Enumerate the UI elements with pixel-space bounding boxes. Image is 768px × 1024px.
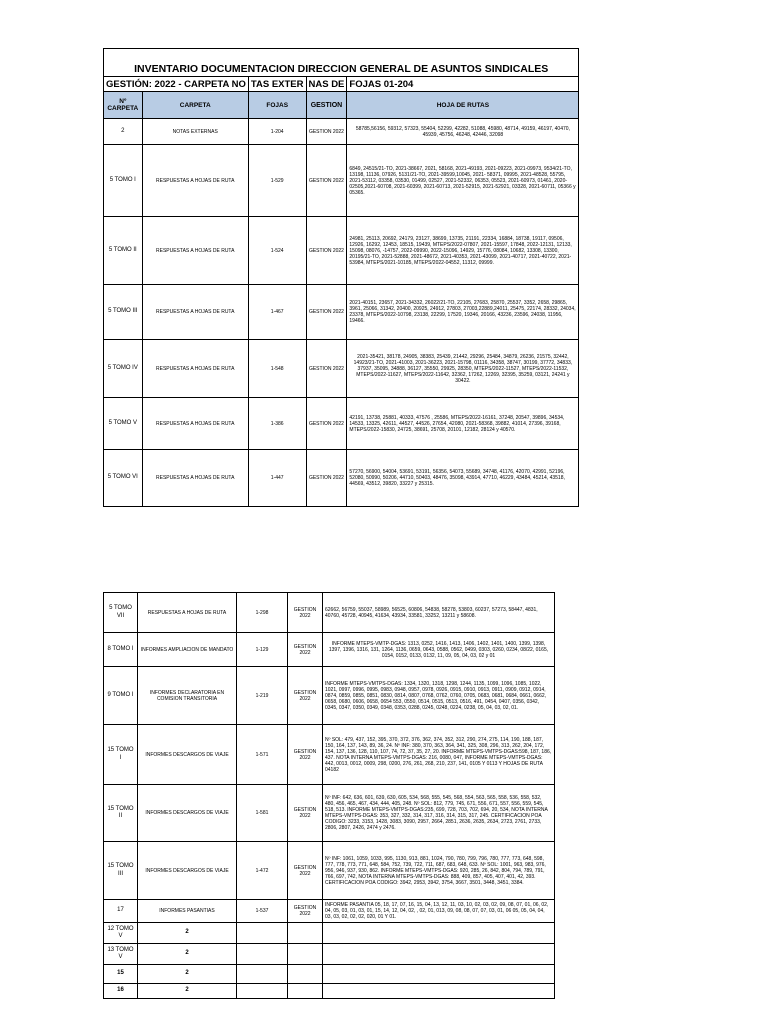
inventory-table-bottom <box>103 592 555 999</box>
carpeta-no-cell: 12 TOMO V <box>104 923 138 944</box>
table-row <box>104 145 579 217</box>
carpeta-cell: RESPUESTAS A HOJAS DE RUTA <box>138 593 237 633</box>
hoja-de-rutas-cell: INFORME PASANTIA 05, 18, 17, 07, 16, 15, 04, 13, 12, 11, 03, 10, 02, 03, 02, 09, 08, 07, 01, 06, 02, 04, 05, 03, 01, 03, 01, 15, 14, 12, 04, 02, , 02, 01, 013, 09, 08, 08, 07, 07, 03, 01, 06 05, 05, 04, 04, 03, 03, 02, 02, 02, 020, 01 Y 01. <box>323 900 555 923</box>
gestion-cell <box>288 923 323 944</box>
table-row <box>104 593 555 633</box>
gestion-cell: GESTION 2022 <box>306 285 347 340</box>
hoja-de-rutas-cell: 58785,56156, 59312, 57323, 55404, 52299, 42282, 51088, 45980, 48714, 49159, 46197, 40470, 45939, 45756, 46248, 42446, 32098 <box>347 119 579 145</box>
carpeta-cell: INFORMES DECLARATORIA EN COMISION TRANSITORIA <box>138 667 237 725</box>
carpeta-no-cell: 5 TOMO VII <box>104 593 138 633</box>
table-row <box>104 450 579 507</box>
table-body-top <box>104 119 579 507</box>
gestion-cell: GESTION 2022 <box>288 785 323 842</box>
table-row <box>104 900 555 923</box>
carpeta-no-cell: 13 TOMO V <box>104 944 138 965</box>
carpeta-cell: INFORMES DESCARGOS DE VIAJE <box>138 725 237 785</box>
hoja-de-rutas-cell: Nº INF: 1061, 1059, 1033, 995, 1130, 913, 881, 1024, 790, 780, 799, 796, 780, 777, 773, 648, 598, 777, 778, 773, 771, 648, 584, 752, 739, 722, 711, 687, 683, 648, 633. Nº SOL: 1001, 963, 983, 976, 956, 946, 937, 930, 862. INFORME MTEPS-VMTPS-DGAS: 920, 285, 26, 842, 804, 794, 789, 791, 766, 697, 742, NOTA INTERNA MTEPS-VMTPS-DGAS: 888, 409, 857, 405, 407, 401, 42, 393. CERTIFICACION POA CODIGO: 3942, 2953, 3942, 3754, 3667, 3501, 3448, 3451, 3384. <box>323 842 555 900</box>
gestion-cell <box>288 984 323 999</box>
header-carpeta: CARPETA <box>142 92 248 119</box>
gestion-cell: GESTION 2022 <box>288 667 323 725</box>
hoja-de-rutas-cell: Nº SOL: 479, 437, 152, 395, 370, 372, 376, 362, 374, 352, 312, 290, 274, 275, 114, 190, 188, 187, 150, 164, 137, 143, 89, 36, 24. Nº INF: 380, 370, 363, 364, 341, 325, 308, 296, 313, 262, 204, 172, 154, 137, 136, 128, 110, 107, 74, 72, 37, 35, 27, 20. INFORME MTEPS-VMTPS-DGAS:598, 187, 186, 437. NOTA INTERNA MTEPS-VMTPS-DGAS: 216, 0080, 047, INFORME MTEPS-VMTPS-DGAS: 442, 0013, 0012, 0009, 298, 0200, 276, 261, 268, 210, 237, 141, 0105 Y 0113 Y HOJAS DE RUTA 04182 <box>323 725 555 785</box>
hoja-de-rutas-cell: 6849, 24515/21-TO, 2021-38667, 2021, 58168, 2021-49193, 2021-09223, 2021-09973, 9534/21-TO, 13198, 11136, 07926, 5131/21-TO, 2021-39599,10045, 2021- 58371, 09995, 2021-48528, 55795, 2021-53112, 03358, 03530, 01499, 02527, 2021-52332, 06353, 05523, 2021-60973, 01461, 2020-02505,2021-60708, 2021-60399, 2021-60713, 2021-52915, 2021-52921, 03328, 2021-60711, 05366 y 05365. <box>347 145 579 217</box>
table-row <box>104 217 579 285</box>
carpeta-cell: INFORMES DESCARGOS DE VIAJE <box>138 842 237 900</box>
subtitle-part1: GESTIÓN: 2022 - CARPETA NO <box>104 77 249 92</box>
carpeta-no-cell: 5 TOMO IV <box>104 340 143 398</box>
carpeta-cell: 2 <box>138 984 237 999</box>
gestion-cell: GESTION 2022 <box>288 725 323 785</box>
gestion-cell: GESTION 2022 <box>306 450 347 507</box>
table-row <box>104 785 555 842</box>
header-carpeta-no: Nº CARPETA <box>104 92 143 119</box>
table-row <box>104 965 555 984</box>
carpeta-cell: INFORMES PASANTIAS <box>138 900 237 923</box>
fojas-cell: 1-537 <box>237 900 288 923</box>
carpeta-no-cell: 2 <box>104 119 143 145</box>
title-row <box>104 62 579 77</box>
fojas-cell: 1-467 <box>248 285 306 340</box>
carpeta-no-cell: 15 TOMO II <box>104 785 138 842</box>
gestion-cell: GESTION 2022 <box>306 217 347 285</box>
header-fojas: FOJAS <box>248 92 306 119</box>
carpeta-no-cell: 15 TOMO III <box>104 842 138 900</box>
carpeta-cell: INFORMES AMPLIACION DE MANDATO <box>138 633 237 667</box>
carpeta-no-cell: 9 TOMO I <box>104 667 138 725</box>
subtitle-row <box>104 77 579 92</box>
fojas-cell: 1-529 <box>248 145 306 217</box>
header-hoja-de-rutas: HOJA DE RUTAS <box>347 92 579 119</box>
table-row <box>104 398 579 450</box>
gestion-cell: GESTION 2022 <box>288 633 323 667</box>
hoja-de-rutas-cell: INFORME MTEPS-VMTP-DGAS: 1313, 0252, 1416, 1413, 1406, 1402, 1401, 1400, 1399, 1398, 1397, 1396, 1316, 131, 1264, 1136, 0659, 0643, 0588, 0562, 0499, 0303, 0260, 0234, 08/22, 0165, 0154, 0152, 0133, 0132, 11, 09, 05, 04, 03, 02 y 01 <box>323 633 555 667</box>
gestion-cell: GESTION 2022 <box>306 398 347 450</box>
table-row <box>104 633 555 667</box>
carpeta-no-cell: 17 <box>104 900 138 923</box>
carpeta-cell: 2 <box>138 965 237 984</box>
hoja-de-rutas-cell <box>323 944 555 965</box>
carpeta-no-cell: 5 TOMO I <box>104 145 143 217</box>
carpeta-no-cell: 5 TOMO III <box>104 285 143 340</box>
gestion-cell: GESTION 2022 <box>306 145 347 217</box>
carpeta-cell: RESPUESTAS A HOJAS DE RUTA <box>142 340 248 398</box>
hoja-de-rutas-cell: 2021-35421, 38178, 24905, 38383, 25439, 21442, 29296, 25484, 34879, 26236, 21575, 32442, 14923/21-TO, 2021-41003, 2021-36223, 2021-15798, 01116, 34358, 38747, 30199, 37772, 34833, 37937, 35095, 34888, 36127, 35550, 29925, 28350, MTEPS/2022-11527, MTEPS/2022-11532, MTEPS/2022-11627, MTEPS/2022-11642, 32362, 17262, 12269, 32395, 35259, 03121, 24241 y 30422. <box>347 340 579 398</box>
carpeta-no-cell: 8 TOMO I <box>104 633 138 667</box>
fojas-cell: 1-129 <box>237 633 288 667</box>
carpeta-cell: RESPUESTAS A HOJAS DE RUTA <box>142 450 248 507</box>
gestion-cell: GESTION 2022 <box>306 119 347 145</box>
hoja-de-rutas-cell: 57270, 56900, 54004, 53691, 53191, 56356, 54073, 55689, 34748, 41176, 42070, 42991, 52196, 52080, 50990, 50206, 44710, 50403, 48476, 35098, 43914, 47710, 46229, 43484, 45214, 43518, 44569, 43512, 39820, 33227 y 25315. <box>347 450 579 507</box>
hoja-de-rutas-cell: 2021-40151, 23657, 2021-34332, 26022/21-TO, 22105, 27683, 25870, 25537, 3352, 2658, 29865, 3961, 25066, 31342, 20400, 20925, 24912, 27803, 27003,22889,24011, 25475, 22174, 28332, 24034, 23378, MTEPS/2022-10798, 23138, 22299, 17520, 19346, 20166, 43236, 23596, 24038, 11956, 19466. <box>347 285 579 340</box>
hoja-de-rutas-cell <box>323 923 555 944</box>
carpeta-no-cell: 15 TOMO I <box>104 725 138 785</box>
carpeta-no-cell: 5 TOMO V <box>104 398 143 450</box>
hoja-de-rutas-cell: 62662, 56759, 55037, 58989, 56525, 60806, 54838, 58278, 53803, 60237, 57273, 58447, 4831, 40760, 45728, 40945, 41634, 43934, 33581, 33252, 13211 y 58608. <box>323 593 555 633</box>
gestion-cell <box>288 944 323 965</box>
table-row <box>104 667 555 725</box>
gestion-cell: GESTION 2022 <box>288 842 323 900</box>
fojas-cell <box>237 944 288 965</box>
gestion-cell: GESTION 2022 <box>306 340 347 398</box>
hoja-de-rutas-cell <box>323 965 555 984</box>
hoja-de-rutas-cell: Nº INF: 642, 636, 601, 639, 630, 605, 534, 568, 555, 545, 568, 554, 563, 565, 558, 536, 558, 532, 480, 456, 465, 467, 434, 444, 405, 248. Nº SOL: 812, 779, 745, 671, 556, 671, 557, 556, 559, 545, 518, 513. INFORME MTEPS-VMTPS-DGAS:235, 699, 728, 703, 702, 694, 20, 534, NOTA INTERNA MTEPS-VMTPS-DGAS: 353, 327, 332, 314, 317, 316, 314, 315, 317, 245. CERTIFICACION POA CODIGO: 3233, 3153, 1428, 3083, 3090, 2957, 2664, 2851, 2636, 2635, 2634, 2723, 2761, 2733, 2806, 2807, 2426, 2474 y 2476. <box>323 785 555 842</box>
fojas-cell <box>237 984 288 999</box>
header-gestion: GESTION <box>306 92 347 119</box>
fojas-cell: 1-548 <box>248 340 306 398</box>
hoja-de-rutas-cell <box>323 984 555 999</box>
inventory-table-top <box>103 48 579 507</box>
header-row <box>104 92 579 119</box>
table-row <box>104 340 579 398</box>
carpeta-cell: RESPUESTAS A HOJAS DE RUTA <box>142 285 248 340</box>
fojas-cell: 1-581 <box>237 785 288 842</box>
table-row <box>104 285 579 340</box>
table-row <box>104 944 555 965</box>
fojas-cell: 1-219 <box>237 667 288 725</box>
carpeta-cell: 2 <box>138 923 237 944</box>
hoja-de-rutas-cell: 24981, 25113, 20692, 24179, 23127, 38699, 13735, 21191, 22334, 16884, 18738, 19117, 09506, 12926, 16292, 12453, 18515, 19439, MTEPS/2022-07807, 2021-15597, 17848, 2022-12131, 12133, 15098, 08076, -14757, 2022-09990, 2022-15096, 14929, 15776, 08084, 10682, 13308, 13300, 20195/21-TO, 2021-52888, 2021-48672, 2021-40353, 2021-43099, 2021-40717, 2021-40722, 2021-53984, MTEPS/2021-10185, MTEPS/2022-04552, 11312, 09999. <box>347 217 579 285</box>
fojas-cell <box>237 965 288 984</box>
table-row <box>104 119 579 145</box>
fojas-cell: 1-472 <box>237 842 288 900</box>
table-row <box>104 725 555 785</box>
fojas-cell: 1-571 <box>237 725 288 785</box>
fojas-cell <box>237 923 288 944</box>
carpeta-cell: NOTAS EXTERNAS <box>142 119 248 145</box>
table-body-bottom <box>104 593 555 999</box>
blank-row <box>104 49 579 63</box>
carpeta-cell: RESPUESTAS A HOJAS DE RUTA <box>142 398 248 450</box>
fojas-cell: 1-298 <box>237 593 288 633</box>
fojas-cell: 1-524 <box>248 217 306 285</box>
subtitle-part4: FOJAS 01-204 <box>347 77 579 92</box>
carpeta-no-cell: 16 <box>104 984 138 999</box>
page-title: INVENTARIO DOCUMENTACION DIRECCION GENERAL DE ASUNTOS SINDICALES <box>104 62 579 77</box>
hoja-de-rutas-cell: 42191, 13738, 25881, 40333, 47576 , 25586, MTEPS/2022-16161, 37248, 20547, 39896, 34534, 14533, 13325, 42611, 44527, 44526, 27654, 42080, 2021-58368, 39882, 41014, 27396, 39168, MTEPS/2022-15830, 24725, 38691, 25708, 20101, 12182, 28124 y 40570. <box>347 398 579 450</box>
carpeta-no-cell: 5 TOMO II <box>104 217 143 285</box>
carpeta-cell: INFORMES DESCARGOS DE VIAJE <box>138 785 237 842</box>
fojas-cell: 1-204 <box>248 119 306 145</box>
gestion-cell <box>288 965 323 984</box>
carpeta-cell: 2 <box>138 944 237 965</box>
gestion-cell: GESTION 2022 <box>288 900 323 923</box>
table-row <box>104 923 555 944</box>
carpeta-no-cell: 5 TOMO VI <box>104 450 143 507</box>
subtitle-part3: NAS DE <box>306 77 347 92</box>
carpeta-no-cell: 15 <box>104 965 138 984</box>
fojas-cell: 1-447 <box>248 450 306 507</box>
fojas-cell: 1-386 <box>248 398 306 450</box>
subtitle-part2: TAS EXTER <box>248 77 306 92</box>
carpeta-cell: RESPUESTAS A HOJAS DE RUTA <box>142 145 248 217</box>
gestion-cell: GESTION 2022 <box>288 593 323 633</box>
table-row <box>104 842 555 900</box>
table-row <box>104 984 555 999</box>
hoja-de-rutas-cell: INFORME MTEPS-VMTPS-DGAS: 1334, 1320, 1318, 1298, 1244, 1135, 1099, 1096, 1085, 1022, 1021, 0997, 0996, 0995, 0983, 0948, 0957, 0978, 0926, 0915, 0910, 0913, 0911, 0909, 0912, 0914, 0874, 0859, 0855, 0851, 0830, 0814, 0807, 0768, 0762, 0760, 0705, 0683, 0681, 0684, 0661, 0662, 0658, 0680, 0606, 0658, 0654 553, 0550, 0514, 0515, 0513, 0516, 491, 0454, 0407, 0356, 0342, 0345, 0347, 0350, 0349, 0348, 0353, 0288, 0245, 0248, 0224, 0238, 05, 04, 03, 02, 01. <box>323 667 555 725</box>
carpeta-cell: RESPUESTAS A HOJAS DE RUTA <box>142 217 248 285</box>
